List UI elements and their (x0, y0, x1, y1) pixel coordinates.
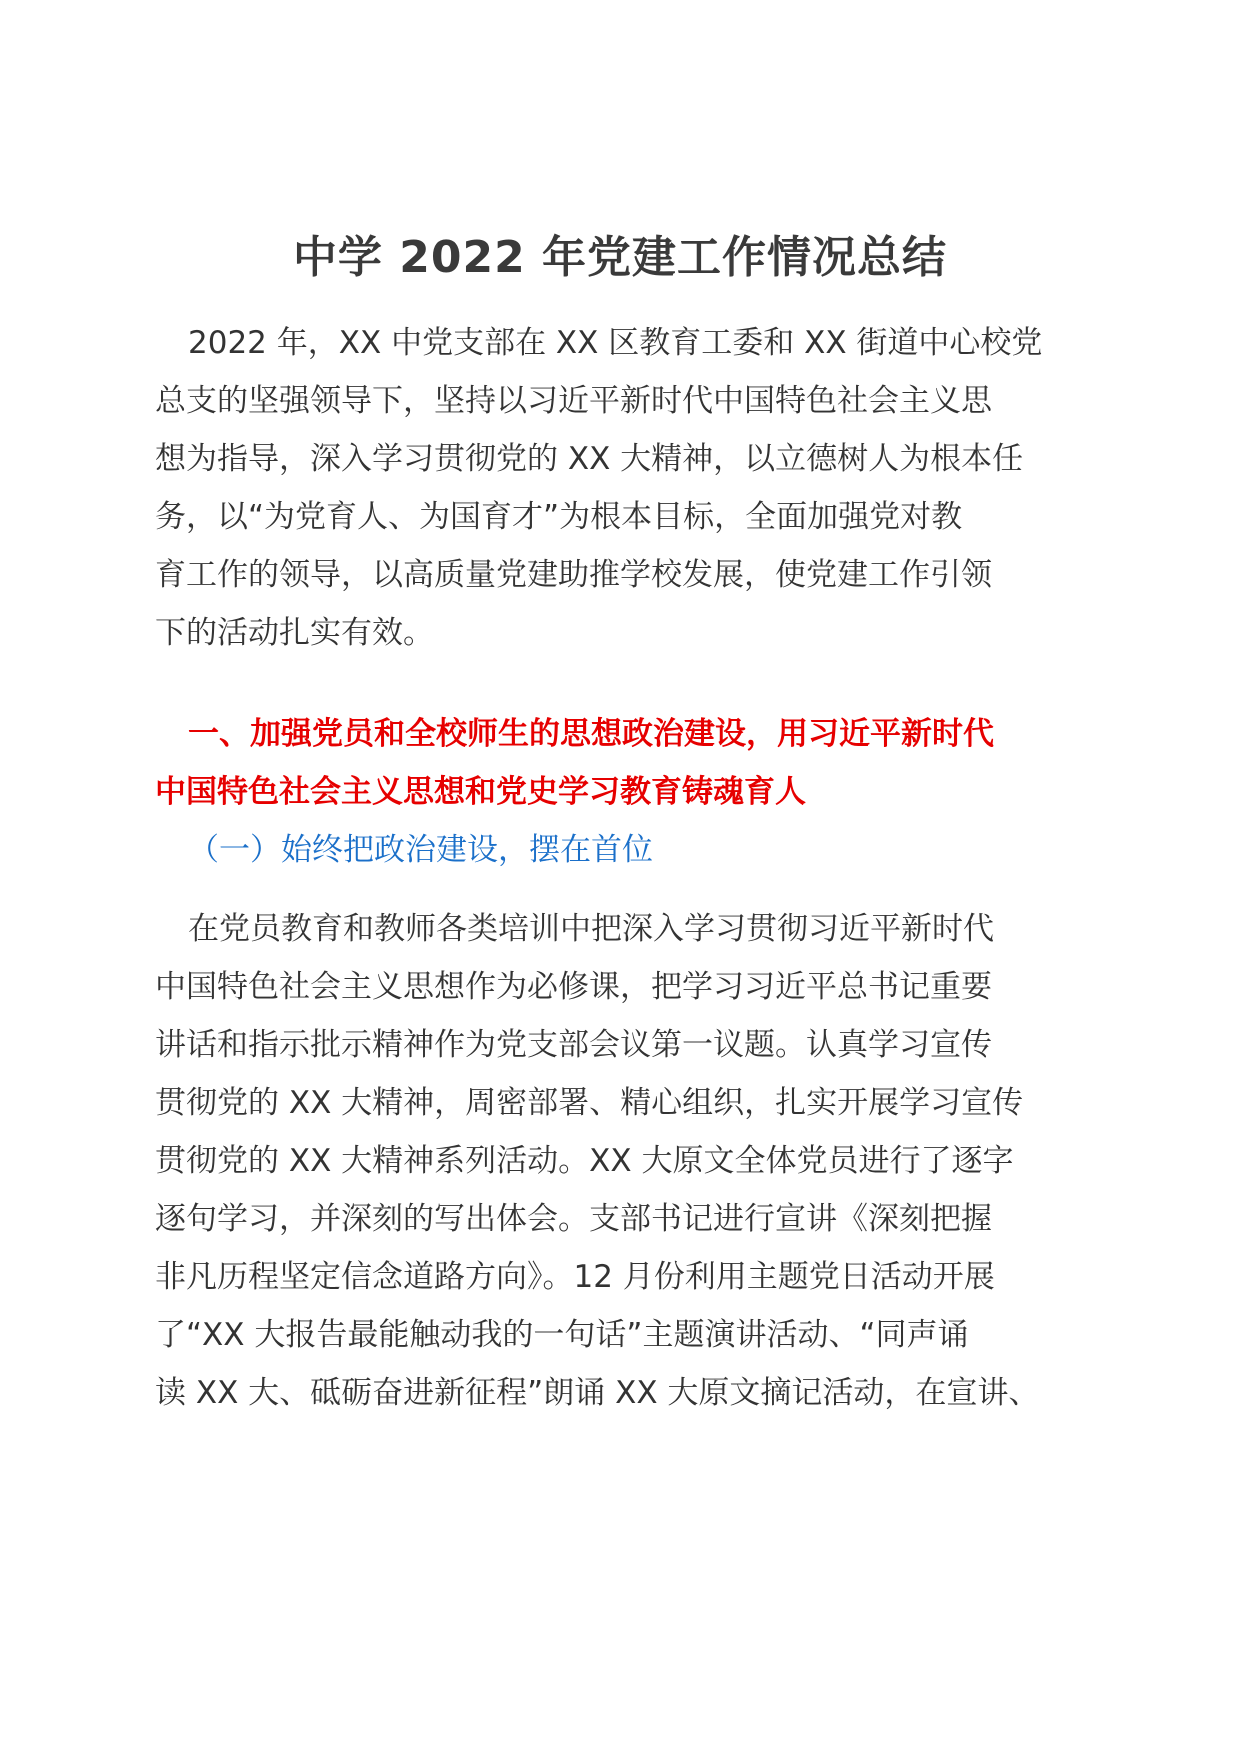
section-heading-line: 一、加强党员和全校师生的思想政治建设，用习近平新时代 (188, 716, 994, 752)
body-line: 读 XX 大、砥砺奋进新征程”朗诵 XX 大原文摘记活动，在宣讲、 (155, 1375, 1040, 1411)
intro-line: 务，以“为党育人、为国育才”为根本目标，全面加强党对教 (155, 499, 963, 535)
body-line: 讲话和指示批示精神作为党支部会议第一议题。认真学习宣传 (155, 1027, 992, 1063)
intro-line: 想为指导，深入学习贯彻党的 XX 大精神，以立德树人为根本任 (155, 441, 1024, 477)
intro-line: 2022 年，XX 中党支部在 XX 区教育工委和 XX 街道中心校党 (188, 325, 1043, 361)
body-line: 中国特色社会主义思想作为必修课，把学习习近平总书记重要 (155, 969, 992, 1005)
intro-line: 育工作的领导，以高质量党建助推学校发展，使党建工作引领 (155, 557, 992, 593)
section-heading-line: 中国特色社会主义思想和党史学习教育铸魂育人 (155, 774, 806, 810)
body-line: 在党员教育和教师各类培训中把深入学习贯彻习近平新时代 (188, 911, 994, 947)
body-line: 了“XX 大报告最能触动我的一句话”主题演讲活动、“同声诵 (155, 1317, 969, 1353)
intro-line: 下的活动扎实有效。 (155, 615, 434, 651)
subsection-heading: （一）始终把政治建设，摆在首位 (188, 832, 653, 868)
intro-line: 总支的坚强领导下，坚持以习近平新时代中国特色社会主义思 (155, 383, 992, 419)
body-line: 贯彻党的 XX 大精神系列活动。XX 大原文全体党员进行了逐字 (155, 1143, 1014, 1179)
body-line: 非凡历程坚定信念道路方向》。12 月份利用主题党日活动开展 (155, 1259, 995, 1295)
body-line: 逐句学习，并深刻的写出体会。支部书记进行宣讲《深刻把握 (155, 1201, 992, 1237)
document-title: 中学 2022 年党建工作情况总结 (292, 232, 948, 283)
body-line: 贯彻党的 XX 大精神，周密部署、精心组织，扎实开展学习宣传 (155, 1085, 1024, 1121)
